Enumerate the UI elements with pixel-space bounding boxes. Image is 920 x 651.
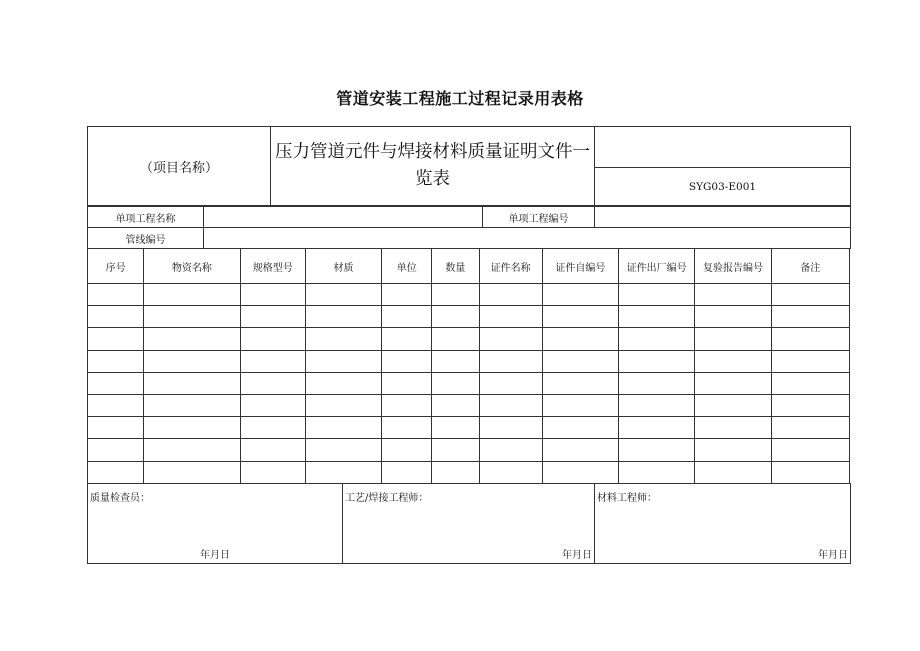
table-row (88, 461, 850, 483)
column-header: 证件自编号 (542, 249, 618, 284)
pipeline-number-label: 管线编号 (88, 228, 204, 249)
table-cell[interactable] (240, 350, 305, 372)
table-cell[interactable] (771, 394, 849, 416)
table-cell[interactable] (305, 461, 381, 483)
column-header: 复验报告编号 (695, 249, 771, 284)
table-cell[interactable] (88, 439, 144, 461)
table-cell[interactable] (771, 439, 849, 461)
table-cell[interactable] (771, 350, 849, 372)
table-cell[interactable] (382, 439, 432, 461)
top-right-cell[interactable] (595, 127, 851, 168)
table-cell[interactable] (542, 417, 618, 439)
table-cell[interactable] (479, 439, 542, 461)
form-title: 压力管道元件与焊接材料质量证明文件一览表 (271, 127, 595, 206)
table-cell[interactable] (542, 461, 618, 483)
table-cell[interactable] (382, 461, 432, 483)
table-cell[interactable] (144, 394, 240, 416)
pipeline-number-field[interactable] (204, 228, 851, 249)
unit-project-name-field[interactable] (204, 207, 483, 228)
table-cell[interactable] (542, 372, 618, 394)
table-cell[interactable] (619, 394, 695, 416)
column-header: 单位 (382, 249, 432, 284)
column-header: 证件名称 (479, 249, 542, 284)
items-table (87, 248, 850, 484)
table-cell[interactable] (240, 306, 305, 328)
table-cell[interactable] (240, 372, 305, 394)
column-header: 序号 (88, 249, 144, 284)
column-header: 数量 (432, 249, 479, 284)
table-row (88, 394, 850, 416)
table-cell[interactable] (382, 394, 432, 416)
table-row (88, 306, 850, 328)
form-code: SYG03-E001 (595, 168, 851, 206)
table-cell[interactable] (144, 439, 240, 461)
table-cell[interactable] (619, 306, 695, 328)
table-cell[interactable] (240, 417, 305, 439)
table-cell[interactable] (695, 394, 771, 416)
table-cell[interactable] (432, 372, 479, 394)
table-cell[interactable] (305, 372, 381, 394)
table-row (88, 328, 850, 350)
table-cell[interactable] (542, 350, 618, 372)
table-cell[interactable] (88, 284, 144, 306)
table-cell[interactable] (432, 417, 479, 439)
document-title: 管道安装工程施工过程记录用表格 (336, 89, 584, 108)
table-cell[interactable] (88, 417, 144, 439)
table-cell[interactable] (305, 439, 381, 461)
table-cell[interactable] (240, 284, 305, 306)
table-cell[interactable] (305, 350, 381, 372)
signature-table (87, 483, 851, 564)
materials-engineer-label: 材料工程师： (597, 493, 657, 504)
table-cell[interactable] (479, 461, 542, 483)
table-cell[interactable] (305, 394, 381, 416)
table-cell[interactable] (144, 306, 240, 328)
welding-engineer-date: 年月日 (562, 550, 592, 561)
table-cell[interactable] (619, 350, 695, 372)
table-cell[interactable] (479, 350, 542, 372)
column-header: 备注 (771, 249, 849, 284)
table-cell[interactable] (144, 328, 240, 350)
table-row (88, 350, 850, 372)
unit-project-number-label: 单项工程编号 (483, 207, 595, 228)
table-cell[interactable] (619, 439, 695, 461)
column-header: 证件出厂编号 (619, 249, 695, 284)
table-cell[interactable] (432, 439, 479, 461)
table-cell[interactable] (479, 284, 542, 306)
table-cell[interactable] (695, 328, 771, 350)
table-cell[interactable] (88, 461, 144, 483)
table-cell[interactable] (695, 417, 771, 439)
table-cell[interactable] (432, 306, 479, 328)
table-cell[interactable] (619, 372, 695, 394)
table-cell[interactable] (542, 394, 618, 416)
table-cell[interactable] (695, 439, 771, 461)
table-cell[interactable] (695, 350, 771, 372)
table-cell[interactable] (144, 350, 240, 372)
table-cell[interactable] (542, 284, 618, 306)
quality-inspector-date: 年月日 (200, 550, 230, 561)
table-cell[interactable] (432, 350, 479, 372)
table-cell[interactable] (695, 372, 771, 394)
quality-inspector-label: 质量检查员： (90, 493, 150, 504)
table-cell[interactable] (305, 284, 381, 306)
table-cell[interactable] (382, 350, 432, 372)
table-cell[interactable] (542, 439, 618, 461)
table-header-row (88, 249, 850, 284)
table-cell[interactable] (88, 372, 144, 394)
table-cell[interactable] (88, 306, 144, 328)
table-cell[interactable] (695, 461, 771, 483)
table-cell[interactable] (432, 461, 479, 483)
table-row (88, 284, 850, 306)
table-row (88, 439, 850, 461)
table-cell[interactable] (240, 328, 305, 350)
table-cell[interactable] (382, 328, 432, 350)
table-cell[interactable] (382, 417, 432, 439)
materials-engineer-date: 年月日 (818, 550, 848, 561)
table-cell[interactable] (240, 461, 305, 483)
table-cell[interactable] (619, 284, 695, 306)
table-cell[interactable] (305, 328, 381, 350)
table-cell[interactable] (432, 328, 479, 350)
table-cell[interactable] (479, 306, 542, 328)
table-cell[interactable] (240, 394, 305, 416)
unit-project-name-label: 单项工程名称 (88, 207, 204, 228)
table-cell[interactable] (305, 306, 381, 328)
table-cell[interactable] (382, 372, 432, 394)
header-table (87, 126, 851, 206)
table-cell[interactable] (382, 284, 432, 306)
table-cell[interactable] (771, 372, 849, 394)
project-name: （项目名称） (88, 127, 271, 206)
table-cell[interactable] (88, 350, 144, 372)
table-cell[interactable] (695, 306, 771, 328)
table-cell[interactable] (619, 417, 695, 439)
table-cell[interactable] (479, 417, 542, 439)
table-cell[interactable] (771, 306, 849, 328)
table-cell[interactable] (88, 394, 144, 416)
column-header: 物资名称 (144, 249, 240, 284)
table-cell[interactable] (771, 328, 849, 350)
unit-project-number-field[interactable] (595, 207, 851, 228)
table-cell[interactable] (771, 417, 849, 439)
table-cell[interactable] (240, 439, 305, 461)
table-cell[interactable] (432, 394, 479, 416)
table-cell[interactable] (619, 461, 695, 483)
table-cell[interactable] (305, 417, 381, 439)
column-header: 材质 (305, 249, 381, 284)
table-cell[interactable] (542, 306, 618, 328)
table-cell[interactable] (479, 372, 542, 394)
table-cell[interactable] (695, 284, 771, 306)
table-cell[interactable] (771, 284, 849, 306)
table-cell[interactable] (88, 328, 144, 350)
welding-engineer-cell[interactable] (343, 484, 595, 564)
table-cell[interactable] (144, 284, 240, 306)
table-row (88, 417, 850, 439)
table-cell[interactable] (771, 461, 849, 483)
table-cell[interactable] (619, 328, 695, 350)
table-cell[interactable] (144, 417, 240, 439)
info-table (87, 206, 851, 249)
table-row (88, 372, 850, 394)
table-cell[interactable] (479, 394, 542, 416)
column-header: 规格型号 (240, 249, 305, 284)
table-cell[interactable] (144, 372, 240, 394)
quality-inspector-cell[interactable] (88, 484, 343, 564)
materials-engineer-cell[interactable] (595, 484, 851, 564)
table-cell[interactable] (382, 306, 432, 328)
table-cell[interactable] (144, 461, 240, 483)
welding-engineer-label: 工艺/焊接工程师： (345, 493, 429, 504)
table-cell[interactable] (542, 328, 618, 350)
table-cell[interactable] (479, 328, 542, 350)
table-cell[interactable] (432, 284, 479, 306)
